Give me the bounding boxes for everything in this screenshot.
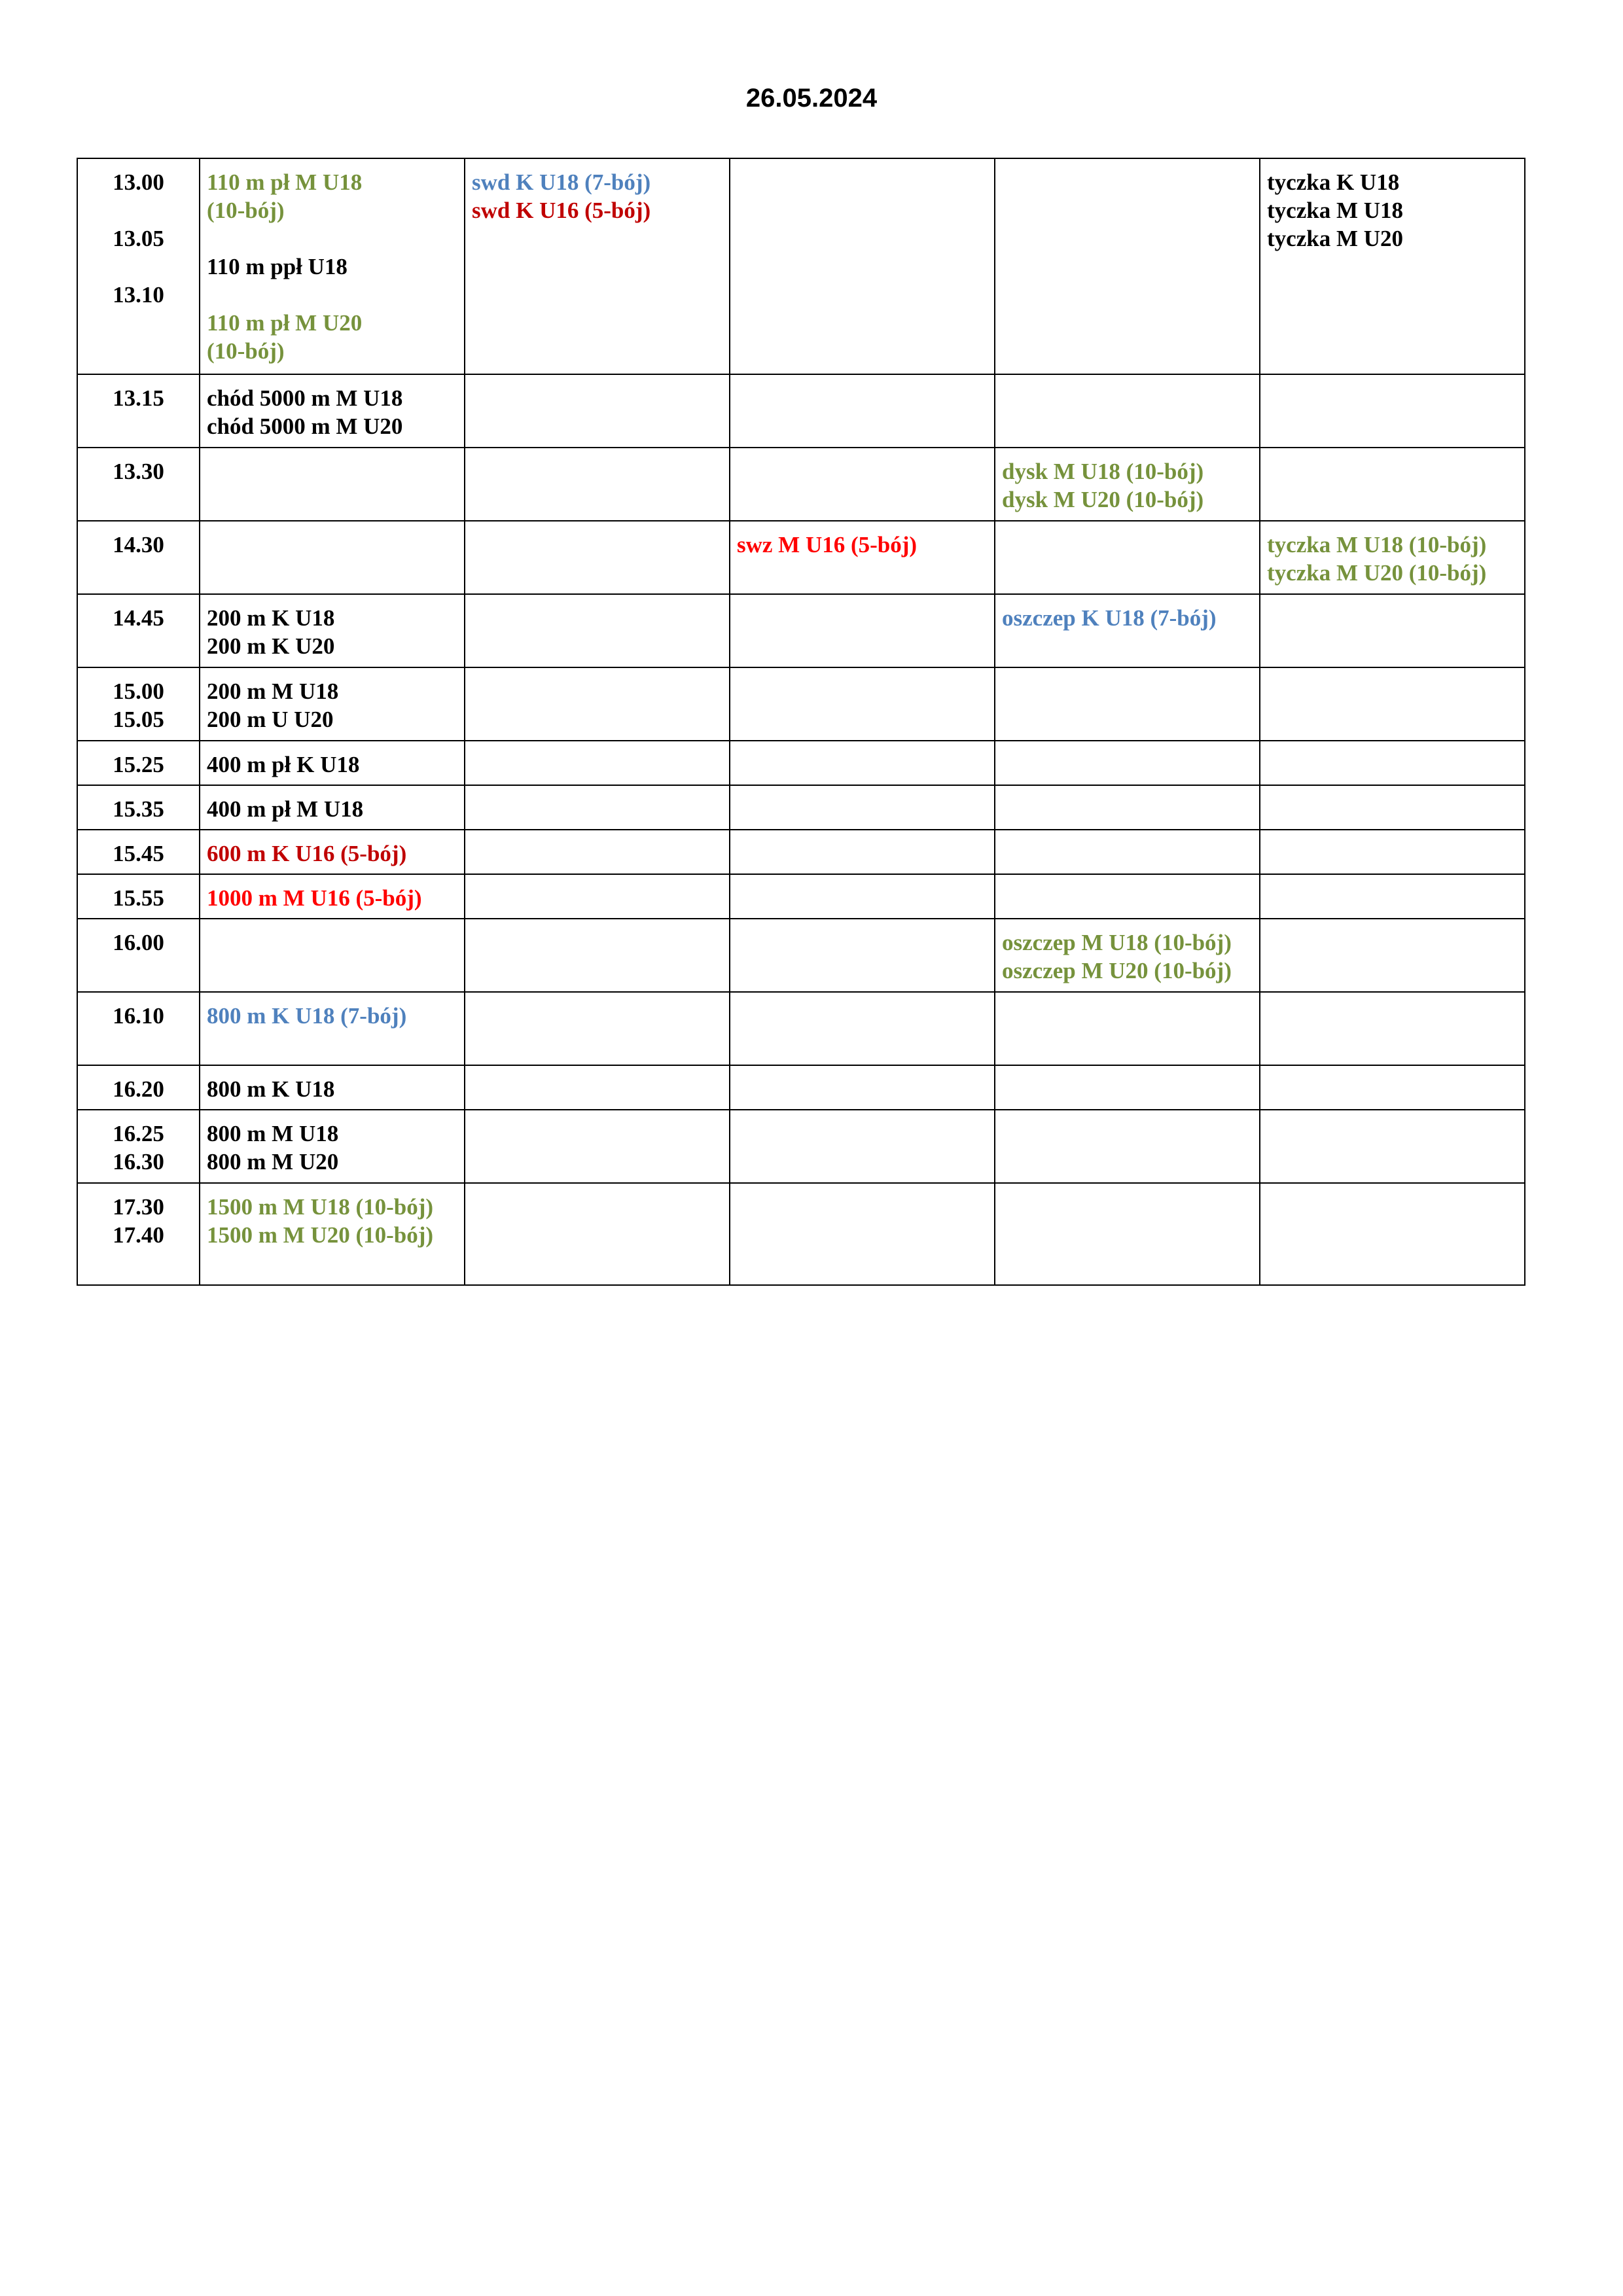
event-cell (465, 448, 730, 521)
time-label: 15.55 (113, 885, 164, 911)
event-cell (995, 667, 1260, 741)
time-label (84, 253, 192, 281)
event-label: dysk M U18 (10-bój) (1002, 459, 1204, 484)
event-label: 200 m M U18 (207, 679, 339, 704)
time-label: 16.00 (113, 930, 164, 955)
event-cell (730, 594, 995, 667)
event-cell (730, 374, 995, 448)
time-cell (77, 1183, 200, 1285)
time-cell (77, 1110, 200, 1183)
event-cell (730, 1110, 995, 1183)
event-label: 200 m K U18 (207, 605, 335, 631)
schedule-row (77, 667, 1525, 741)
event-cell (465, 667, 730, 741)
event-cell (995, 158, 1260, 374)
event-cell (1260, 448, 1525, 521)
event-cell (200, 521, 465, 594)
event-cell (1260, 992, 1525, 1065)
schedule-row (77, 830, 1525, 874)
event-cell (200, 1110, 465, 1183)
event-cell (995, 1183, 1260, 1285)
event-cell (730, 1065, 995, 1110)
time-label: 13.15 (113, 385, 164, 411)
event-label: 400 m pł M U18 (207, 796, 364, 822)
time-cell (77, 158, 200, 374)
event-label: dysk M U20 (10-bój) (1002, 487, 1204, 512)
time-label: 13.10 (113, 282, 164, 308)
event-cell (1260, 874, 1525, 919)
event-label: chód 5000 m M U20 (207, 414, 403, 439)
event-label: swz M U16 (5-bój) (737, 532, 918, 557)
event-cell (1260, 594, 1525, 667)
schedule-table (77, 158, 1525, 1286)
schedule-row (77, 992, 1525, 1065)
event-cell (1260, 1110, 1525, 1183)
event-cell (995, 919, 1260, 992)
event-cell (995, 1110, 1260, 1183)
schedule-row (77, 374, 1525, 448)
event-label: oszczep K U18 (7-bój) (1002, 605, 1217, 631)
event-cell (730, 919, 995, 992)
time-cell (77, 992, 200, 1065)
event-cell (730, 741, 995, 785)
time-label: 15.25 (113, 752, 164, 777)
time-cell (77, 785, 200, 830)
event-label: 400 m pł K U18 (207, 752, 360, 777)
schedule-row (77, 1183, 1525, 1285)
event-cell (995, 874, 1260, 919)
time-label: 17.40 (113, 1222, 164, 1248)
event-label: 600 m K U16 (5-bój) (207, 841, 407, 866)
event-cell (730, 874, 995, 919)
event-cell (730, 521, 995, 594)
time-label: 16.20 (113, 1076, 164, 1102)
event-cell (200, 785, 465, 830)
time-label: 13.30 (113, 459, 164, 484)
event-label: oszczep M U18 (10-bój) (1002, 930, 1232, 955)
event-cell (465, 785, 730, 830)
event-cell (995, 1065, 1260, 1110)
schedule-row (77, 874, 1525, 919)
event-cell (200, 448, 465, 521)
event-cell (730, 667, 995, 741)
event-cell (465, 521, 730, 594)
document-title: 26.05.2024 (745, 84, 878, 113)
time-label: 16.30 (113, 1149, 164, 1174)
event-cell (465, 1110, 730, 1183)
event-cell (995, 830, 1260, 874)
schedule-row (77, 785, 1525, 830)
time-label: 15.00 (113, 679, 164, 704)
event-label: 1500 m M U20 (10-bój) (207, 1222, 434, 1248)
event-cell (730, 1183, 995, 1285)
event-cell (200, 667, 465, 741)
event-cell (465, 741, 730, 785)
time-label: 13.05 (113, 226, 164, 251)
time-cell (77, 667, 200, 741)
event-label: chód 5000 m M U18 (207, 385, 403, 411)
schedule-row (77, 1065, 1525, 1110)
event-label: 800 m K U18 (7-bój) (207, 1003, 407, 1029)
schedule-row (77, 741, 1525, 785)
time-label: 17.30 (113, 1194, 164, 1220)
event-label: tyczka M U20 (1267, 226, 1404, 251)
event-cell (1260, 1065, 1525, 1110)
event-cell (995, 741, 1260, 785)
event-cell (995, 448, 1260, 521)
event-label: 1500 m M U18 (10-bój) (207, 1194, 434, 1220)
event-cell (200, 741, 465, 785)
schedule-row (77, 919, 1525, 992)
event-cell (465, 874, 730, 919)
event-cell (200, 830, 465, 874)
event-label: swd K U18 (7-bój) (472, 169, 651, 195)
event-cell (200, 874, 465, 919)
time-cell (77, 521, 200, 594)
event-cell (1260, 785, 1525, 830)
event-cell (200, 1183, 465, 1285)
time-cell (77, 874, 200, 919)
event-cell (200, 374, 465, 448)
event-label: 800 m M U20 (207, 1149, 339, 1174)
event-cell (200, 1065, 465, 1110)
event-cell (200, 594, 465, 667)
time-label (84, 196, 192, 224)
event-cell (465, 919, 730, 992)
event-cell (1260, 830, 1525, 874)
event-cell (995, 374, 1260, 448)
time-cell (77, 830, 200, 874)
schedule-body (77, 158, 1525, 1285)
time-label: 14.30 (113, 532, 164, 557)
time-cell (77, 448, 200, 521)
event-cell (200, 992, 465, 1065)
event-label: 110 m pł M U18 (207, 169, 363, 195)
event-cell (1260, 741, 1525, 785)
time-cell (77, 919, 200, 992)
event-cell (1260, 374, 1525, 448)
event-label: 200 m U U20 (207, 707, 334, 732)
time-label: 14.45 (113, 605, 164, 631)
event-cell (730, 448, 995, 521)
time-cell (77, 594, 200, 667)
schedule-row (77, 521, 1525, 594)
time-cell (77, 1065, 200, 1110)
event-cell (730, 830, 995, 874)
event-label: 800 m K U18 (207, 1076, 335, 1102)
event-cell (465, 992, 730, 1065)
time-cell (77, 374, 200, 448)
event-cell (465, 158, 730, 374)
event-cell (465, 830, 730, 874)
event-cell (200, 158, 465, 374)
event-cell (1260, 667, 1525, 741)
event-cell (465, 594, 730, 667)
event-cell (465, 374, 730, 448)
time-label: 15.35 (113, 796, 164, 822)
event-cell (1260, 158, 1525, 374)
event-label: (10-bój) (207, 338, 285, 364)
schedule-row (77, 448, 1525, 521)
event-cell (1260, 521, 1525, 594)
event-cell (1260, 919, 1525, 992)
event-cell (995, 521, 1260, 594)
event-cell (995, 594, 1260, 667)
event-cell (1260, 1183, 1525, 1285)
time-label: 13.00 (113, 169, 164, 195)
schedule-row (77, 158, 1525, 374)
time-label: 16.25 (113, 1121, 164, 1146)
event-label: 200 m K U20 (207, 633, 335, 659)
event-label: tyczka M U18 (1267, 198, 1404, 223)
event-label: 110 m ppł U18 (207, 254, 348, 279)
time-cell (77, 741, 200, 785)
event-cell (730, 158, 995, 374)
event-label: 110 m pł M U20 (207, 310, 363, 336)
event-label: 800 m M U18 (207, 1121, 339, 1146)
time-label: 15.05 (113, 707, 164, 732)
event-label: oszczep M U20 (10-bój) (1002, 958, 1232, 983)
event-label (207, 281, 457, 309)
event-label: tyczka M U20 (10-bój) (1267, 560, 1487, 586)
event-cell (200, 919, 465, 992)
event-label: swd K U16 (5-bój) (472, 198, 651, 223)
event-cell (995, 785, 1260, 830)
event-cell (730, 992, 995, 1065)
event-label: (10-bój) (207, 198, 285, 223)
event-cell (465, 1065, 730, 1110)
schedule-row (77, 1110, 1525, 1183)
event-label: 1000 m M U16 (5-bój) (207, 885, 422, 911)
event-label: tyczka M U18 (10-bój) (1267, 532, 1487, 557)
time-label: 16.10 (113, 1003, 164, 1029)
event-label: tyczka K U18 (1267, 169, 1400, 195)
event-cell (730, 785, 995, 830)
schedule-row (77, 594, 1525, 667)
event-label (207, 224, 457, 253)
time-label: 15.45 (113, 841, 164, 866)
event-cell (465, 1183, 730, 1285)
event-cell (995, 992, 1260, 1065)
